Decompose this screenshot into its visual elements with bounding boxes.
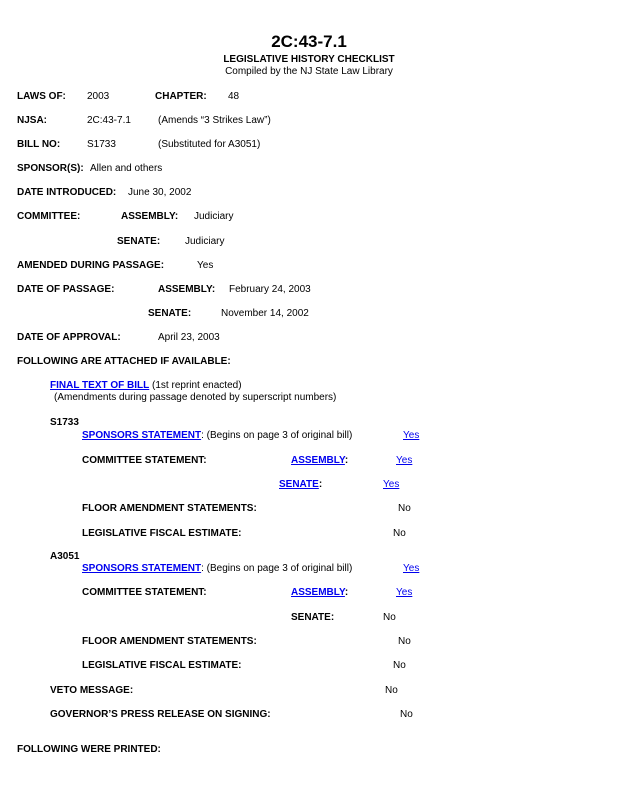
bill-no-note: (Substituted for A3051) (158, 139, 261, 150)
compiled-by: Compiled by the NJ State Law Library (225, 66, 393, 77)
s1733-senate-yes-link[interactable]: Yes (383, 479, 400, 490)
passage-senate-value: November 14, 2002 (221, 308, 309, 319)
bill-no-label: BILL NO: (17, 139, 61, 150)
date-of-passage-label: DATE OF PASSAGE: (17, 284, 115, 295)
a3051-assembly-line: ASSEMBLY: (291, 587, 349, 598)
a3051-sponsors-statement-link[interactable]: SPONSORS STATEMENT (82, 563, 202, 574)
a3051-fiscal-value: No (393, 660, 406, 671)
laws-of-value: 2003 (87, 91, 110, 102)
s1733-floor-label: FLOOR AMENDMENT STATEMENTS: (82, 503, 257, 514)
a3051-assembly-yes-link[interactable]: Yes (396, 587, 413, 598)
date-of-approval-label: DATE OF APPROVAL: (17, 332, 121, 343)
final-text-link[interactable]: FINAL TEXT OF BILL (50, 380, 150, 391)
a3051-senate-value: No (383, 612, 396, 623)
governor-value: No (400, 709, 413, 720)
s1733-sponsors-yes-link[interactable]: Yes (403, 430, 420, 441)
a3051-sponsors-line (82, 563, 352, 575)
bill-no-value: S1733 (87, 139, 116, 150)
a3051-sponsors-yes-link[interactable]: Yes (403, 563, 420, 574)
veto-label: VETO MESSAGE: (50, 685, 134, 696)
chapter-label: CHAPTER: (155, 91, 207, 102)
committee-label: COMMITTEE: (17, 211, 81, 222)
passage-assembly-label: ASSEMBLY: (158, 284, 216, 295)
final-text-sub: (Amendments during passage denoted by superscript numbers) (54, 392, 337, 403)
date-introduced-label: DATE INTRODUCED: (17, 187, 117, 198)
s1733-senate-line: SENATE: (279, 479, 323, 490)
s1733-floor-value: No (398, 503, 411, 514)
s1733-sponsors-statement-link[interactable]: SPONSORS STATEMENT (82, 430, 202, 441)
s1733-fiscal-label: LEGISLATIVE FISCAL ESTIMATE: (82, 528, 242, 539)
final-text-note: (1st reprint enacted) (149, 380, 242, 391)
committee-senate-label: SENATE: (117, 236, 161, 247)
njsa-note: (Amends “3 Strikes Law”) (158, 115, 271, 126)
sponsors-label: SPONSOR(S): (17, 163, 84, 174)
sponsors-value: Allen and others (90, 163, 163, 174)
s1733-committee-label: COMMITTEE STATEMENT: (82, 455, 207, 466)
date-introduced-value: June 30, 2002 (128, 187, 192, 198)
a3051-senate-label: SENATE: (291, 612, 335, 623)
veto-value: No (385, 685, 398, 696)
a3051-floor-value: No (398, 636, 411, 647)
governor-label: GOVERNOR’S PRESS RELEASE ON SIGNING: (50, 709, 271, 720)
njsa-label: NJSA: (17, 115, 48, 126)
a3051-floor-label: FLOOR AMENDMENT STATEMENTS: (82, 636, 257, 647)
a3051-fiscal-label: LEGISLATIVE FISCAL ESTIMATE: (82, 660, 242, 671)
printed-heading: FOLLOWING WERE PRINTED: (17, 744, 161, 755)
s1733-fiscal-value: No (393, 528, 406, 539)
s1733-label: S1733 (50, 417, 79, 428)
s1733-sponsors-note: : (Begins on page 3 of original bill) (201, 430, 353, 441)
page-title: 2C:43-7.1 (271, 32, 347, 51)
s1733-sponsors-line (82, 430, 352, 442)
committee-assembly-value: Judiciary (194, 211, 234, 222)
passage-senate-label: SENATE: (148, 308, 192, 319)
committee-senate-value: Judiciary (185, 236, 225, 247)
laws-of-label: LAWS OF: (17, 91, 66, 102)
s1733-assembly-yes-link[interactable]: Yes (396, 455, 413, 466)
a3051-label: A3051 (50, 551, 80, 562)
a3051-sponsors-note: : (Begins on page 3 of original bill) (201, 563, 353, 574)
a3051-committee-label: COMMITTEE STATEMENT: (82, 587, 207, 598)
a3051-assembly-link[interactable]: ASSEMBLY (291, 587, 345, 598)
page-subtitle: LEGISLATIVE HISTORY CHECKLIST (223, 54, 395, 65)
amended-value: Yes (197, 260, 214, 271)
s1733-assembly-link[interactable]: ASSEMBLY (291, 455, 345, 466)
amended-label: AMENDED DURING PASSAGE: (17, 260, 165, 271)
final-text-line (50, 380, 242, 392)
committee-assembly-label: ASSEMBLY: (121, 211, 179, 222)
s1733-assembly-line: ASSEMBLY: (291, 455, 349, 466)
date-of-approval-value: April 23, 2003 (158, 332, 220, 343)
chapter-value: 48 (228, 91, 240, 102)
njsa-value: 2C:43-7.1 (87, 115, 131, 126)
attached-heading: FOLLOWING ARE ATTACHED IF AVAILABLE: (17, 356, 231, 367)
passage-assembly-value: February 24, 2003 (229, 284, 311, 295)
s1733-senate-link[interactable]: SENATE (279, 479, 319, 490)
